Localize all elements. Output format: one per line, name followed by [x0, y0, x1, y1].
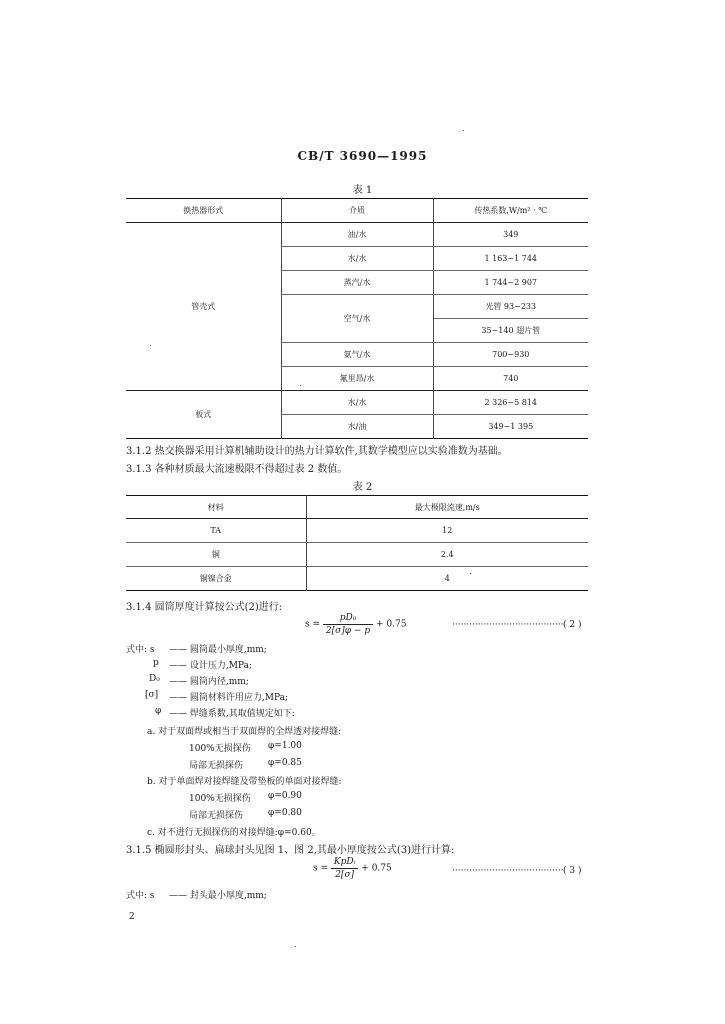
weld-b2-label: 局部无损探伤	[189, 811, 244, 821]
equation-2-tail: + 0.75	[376, 619, 407, 630]
table-row	[126, 223, 588, 247]
equation-2-fraction	[323, 612, 373, 637]
table2-caption: 表 2	[352, 482, 373, 493]
equation-3-label: ( 3 )	[563, 866, 582, 876]
table1-header-coefficient: 传热系数,W/m² · ℃	[433, 199, 588, 223]
equation-2-numerator: pD₀	[323, 612, 373, 625]
weld-a1-value: φ=1.00	[268, 741, 302, 751]
scan-speck	[463, 130, 464, 131]
weld-b2-value: φ=0.80	[268, 808, 302, 818]
where-desc-s: —— 圆筒最小厚度,mm;	[169, 645, 267, 655]
paragraph-3-1-5: 3.1.5 椭圆形封头、扁球封头见图 1、图 2,其最小厚度按公式(3)进行计算:	[126, 845, 455, 856]
where-symbol-sigma: [σ]	[145, 690, 159, 700]
table-row	[126, 391, 588, 415]
where-symbol-p: p	[153, 658, 159, 668]
table-cell: 740	[433, 367, 588, 391]
table-cell: 2 326~5 814	[433, 391, 588, 415]
where-desc-p: —— 设计压力,MPa;	[169, 661, 252, 671]
equation-3-lhs: s =	[313, 863, 329, 874]
table2	[126, 495, 588, 591]
weld-b1-value: φ=0.90	[268, 791, 302, 801]
table-cell: 空气/水	[281, 295, 433, 343]
table-cell: 油/水	[281, 223, 433, 247]
table1-header-type: 换热器形式	[126, 199, 281, 223]
weld-a1-label: 100%无损探伤	[189, 744, 251, 754]
table-cell: 349	[433, 223, 588, 247]
table-cell: 2.4	[306, 543, 588, 567]
table2-header-material: 材料	[126, 496, 306, 519]
equation-2-label: ( 2 )	[563, 620, 582, 630]
table-cell: 12	[306, 519, 588, 543]
scan-speck	[470, 573, 471, 574]
weld-case-a: a. 对于双面焊或相当于双面焊的全焊透对接焊缝:	[147, 727, 342, 737]
scan-speck	[300, 385, 301, 386]
page-number: 2	[129, 912, 135, 922]
equation-2-denominator: 2[σ]φ − p	[325, 626, 371, 636]
table2-header-velocity: 最大极限流速,m/s	[306, 496, 588, 519]
equation-2-leader: ·······································	[452, 620, 564, 630]
where-symbol-phi: φ	[155, 706, 162, 716]
table-cell: TA	[126, 519, 306, 543]
weld-a2-value: φ=0.85	[268, 758, 302, 768]
scan-speck	[295, 946, 296, 947]
table-cell: 铜镍合金	[126, 567, 306, 591]
table-cell: 铜	[126, 543, 306, 567]
paragraph-3-1-3: 3.1.3 各种材质最大流速极限不得超过表 2 数值。	[126, 464, 348, 475]
table-row	[126, 543, 588, 567]
table-cell: 水/油	[281, 415, 433, 439]
weld-case-b: b. 对于单面焊对接焊缝及带垫板的单面对接焊缝:	[147, 777, 342, 787]
where-desc-d0: —— 圆筒内径,mm;	[169, 677, 249, 687]
table-cell: 700~930	[433, 343, 588, 367]
equation-2	[305, 612, 406, 637]
document-header: CB/T 3690—1995	[297, 149, 428, 163]
table-cell: 氨气/水	[281, 343, 433, 367]
where-symbol-d0: D₀	[149, 674, 160, 684]
table-cell: 水/水	[281, 391, 433, 415]
table1	[126, 198, 588, 439]
table-cell: 水/水	[281, 247, 433, 271]
where2-symbol-s: 式中: s	[126, 891, 155, 901]
table1-group-shell-tube: 管壳式	[126, 223, 281, 391]
equation-3-fraction	[331, 856, 359, 881]
where2-desc-s: —— 封头最小厚度,mm;	[169, 891, 267, 901]
table-cell: 35~140 翅片管	[433, 319, 588, 343]
equation-3-denominator: 2[σ]	[335, 870, 355, 880]
paragraph-3-1-2: 3.1.2 热交换器采用计算机辅助设计的热力计算软件,其数学模型应以实验准数为基础。	[126, 446, 508, 457]
table2-header-row	[126, 496, 588, 519]
weld-b1-label: 100%无损探伤	[189, 794, 251, 804]
table-cell: 349~1 395	[488, 422, 534, 431]
table1-caption: 表 1	[352, 185, 373, 196]
equation-2-lhs: s =	[305, 619, 321, 630]
equation-3-numerator: KpDᵢ	[331, 856, 359, 869]
table-cell: 1 163~1 744	[433, 247, 588, 271]
table-cell: 氟里昂/水	[281, 367, 433, 391]
equation-3-leader: ·······································	[452, 866, 564, 876]
where-desc-sigma: —— 圆筒材料许用应力,MPa;	[169, 693, 288, 703]
table-cell: 1 744~2 907	[433, 271, 588, 295]
table-cell: 蒸汽/水	[281, 271, 433, 295]
equation-3	[313, 856, 392, 881]
table-cell: 4	[444, 574, 450, 583]
weld-case-c: c. 对不进行无损探伤的对接焊缝:φ=0.60。	[147, 828, 321, 838]
table1-group-plate: 板式	[195, 410, 212, 419]
paragraph-3-1-4: 3.1.4 圆筒厚度计算按公式(2)进行:	[126, 602, 283, 613]
where-symbol-s: 式中: s	[126, 645, 155, 655]
where-desc-phi: —— 焊缝系数,其取值规定如下:	[169, 709, 295, 719]
scan-speck	[150, 345, 151, 346]
table1-header-row	[126, 199, 588, 223]
table-row	[126, 519, 588, 543]
equation-3-tail: + 0.75	[361, 863, 392, 874]
table-cell: 光管 93~233	[433, 295, 588, 319]
weld-a2-label: 局部无损探伤	[189, 761, 244, 771]
table1-header-medium: 介质	[281, 199, 433, 223]
table-row	[126, 567, 588, 591]
